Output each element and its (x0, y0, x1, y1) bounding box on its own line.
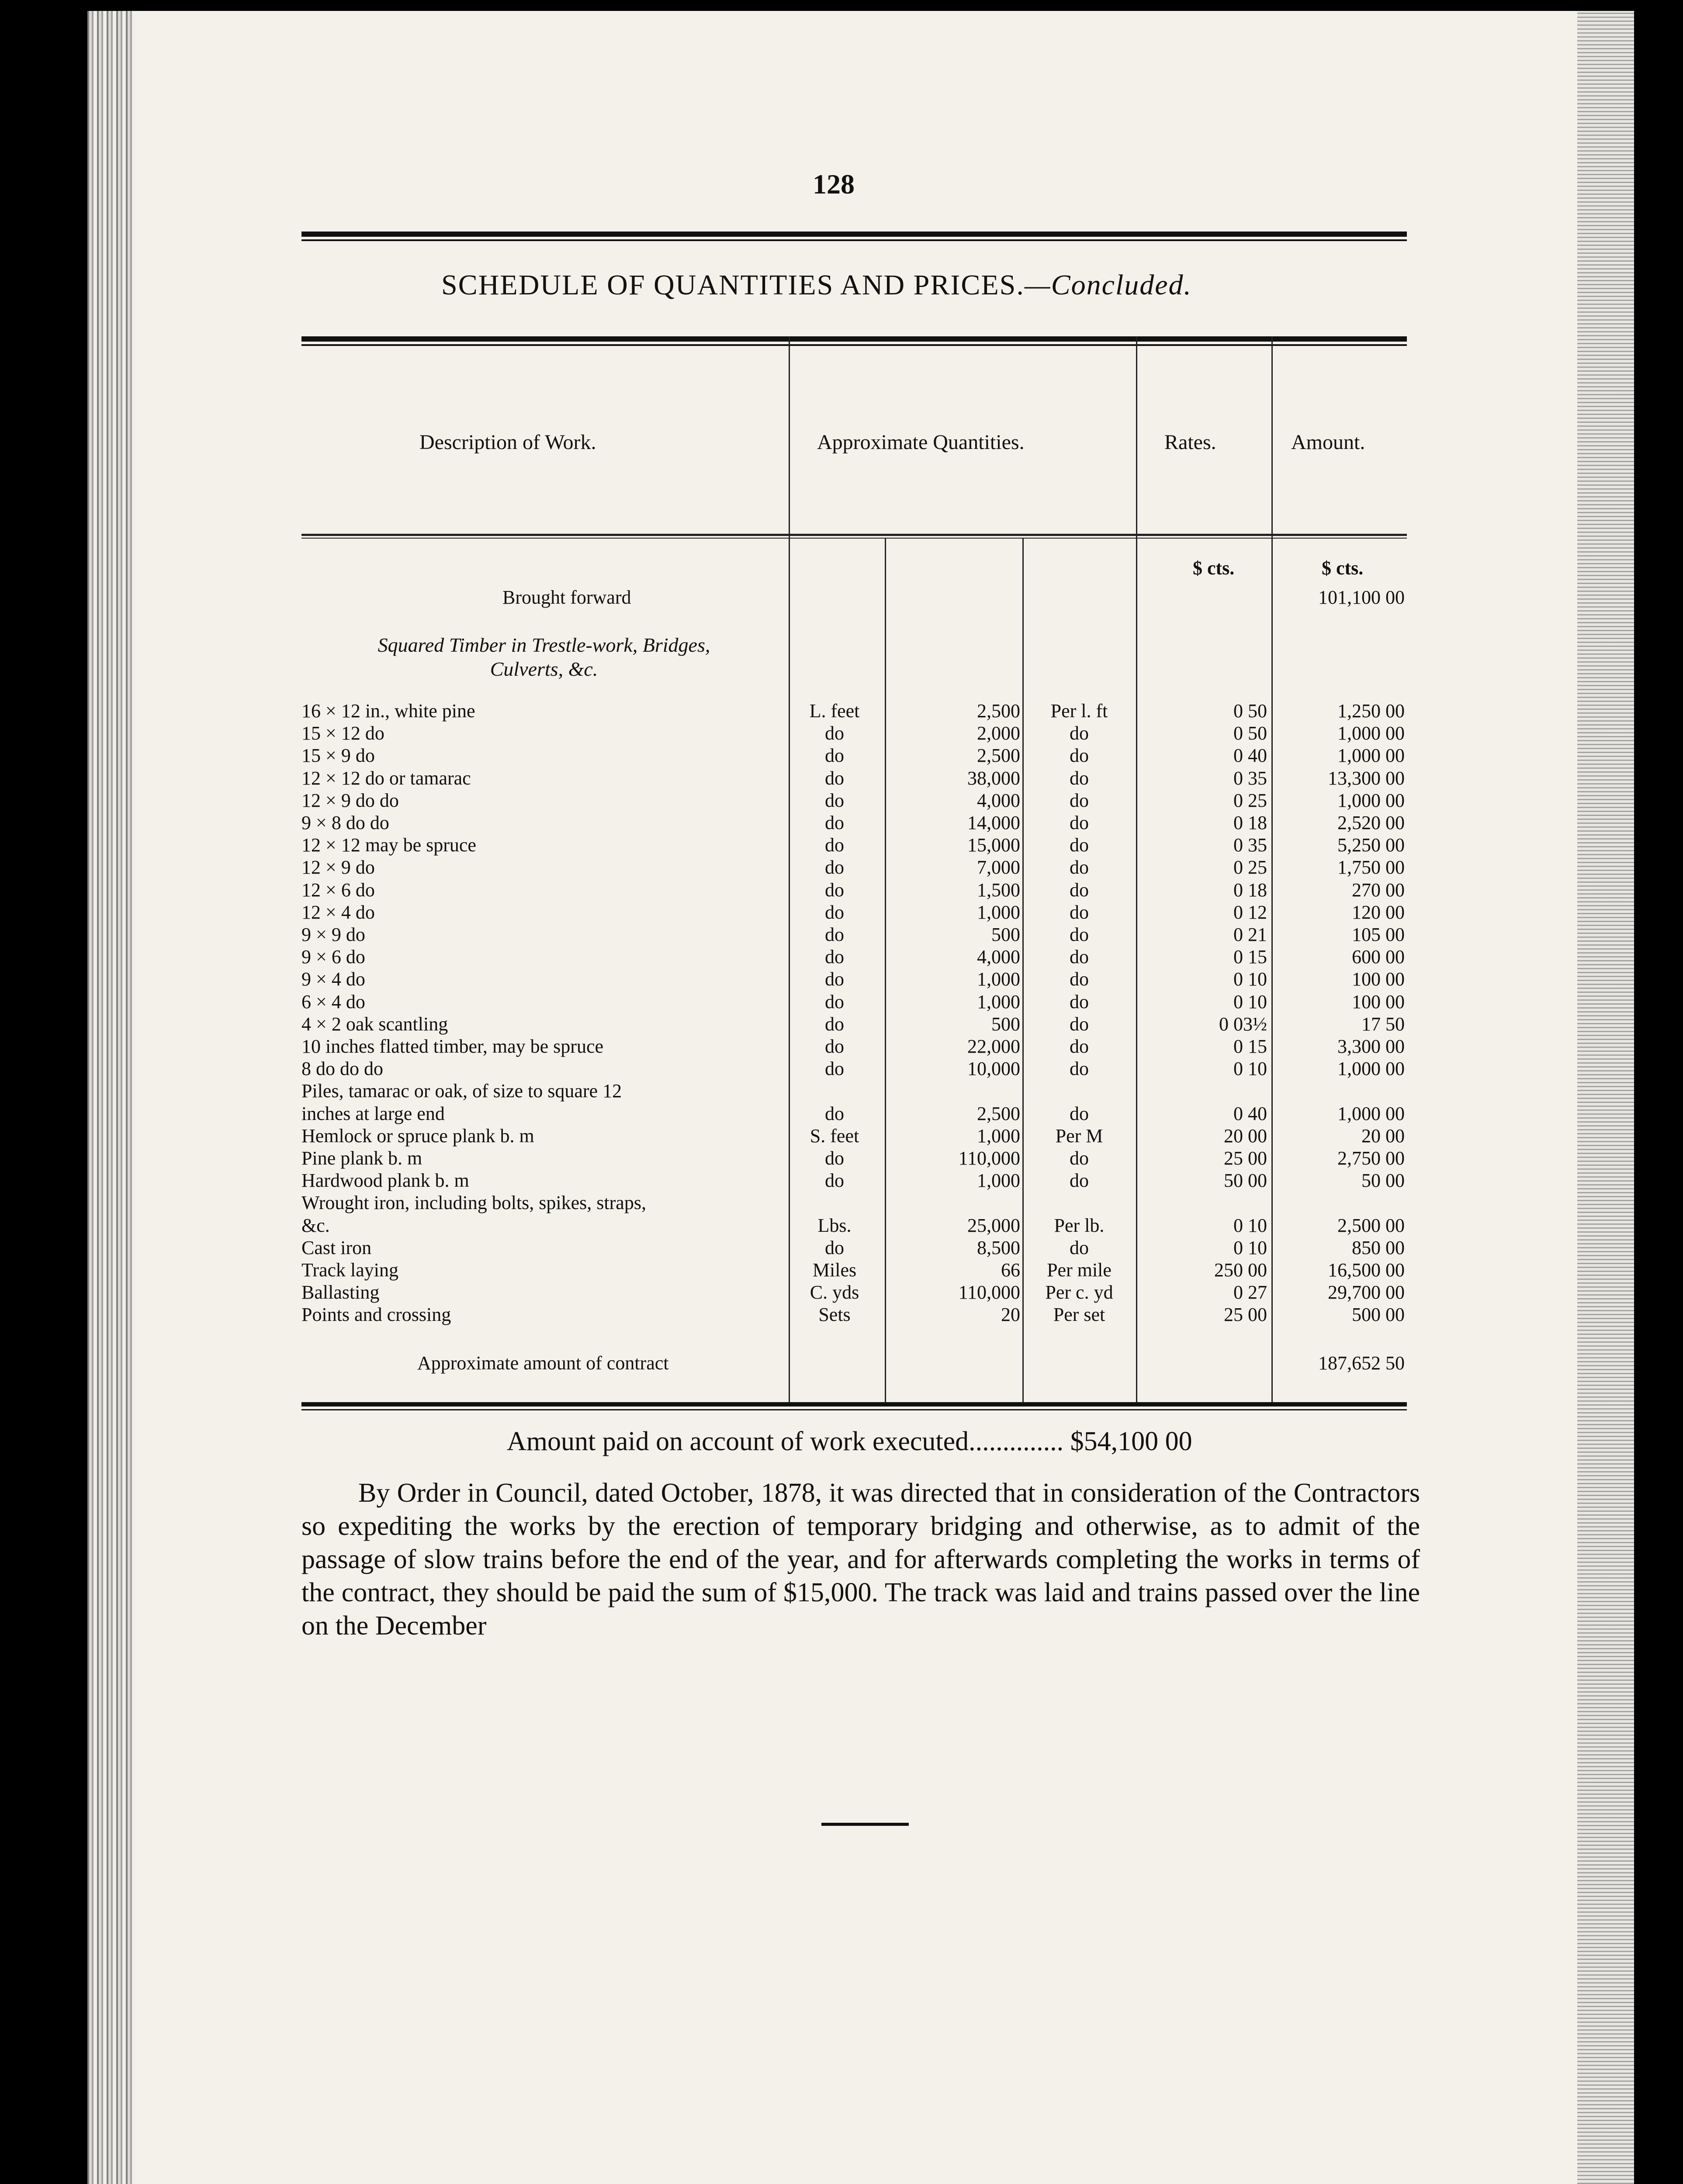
section-heading-line-2: Culverts, &c. (490, 658, 598, 680)
row-rate: 0 35 (1233, 767, 1267, 789)
row-amount: 13,300 00 (1328, 767, 1405, 789)
table-top-rule (301, 336, 1407, 346)
brought-forward-amount: 101,100 00 (1318, 587, 1405, 608)
row-quantity: 1,000 (977, 1125, 1020, 1147)
end-rule (821, 1823, 909, 1826)
row-rate-unit: do (1070, 1102, 1089, 1124)
row-quantity: 110,000 (958, 1282, 1020, 1303)
row-unit: Miles (812, 1259, 857, 1281)
total-row (301, 1352, 1407, 1374)
row-unit: do (825, 857, 844, 878)
row-rate-unit: do (1070, 767, 1089, 789)
amount-paid-line: Amount paid on account of work executed.............. $54,100 00 (507, 1427, 1192, 1456)
row-description: 8 do do do (301, 1058, 383, 1080)
row-unit: do (825, 745, 844, 767)
row-amount: 5,250 00 (1337, 834, 1405, 856)
row-rate: 25 00 (1224, 1147, 1267, 1169)
row-quantity: 4,000 (977, 946, 1020, 968)
row-unit: Lbs. (817, 1214, 852, 1236)
row-description: 12 × 9 do (301, 857, 375, 878)
row-quantity: 15,000 (967, 834, 1020, 856)
row-description: 15 × 12 do (301, 722, 384, 744)
row-unit: do (825, 968, 844, 990)
row-rate: 0 40 (1233, 745, 1267, 767)
total-amount: 187,652 50 (1318, 1352, 1405, 1374)
row-amount: 600 00 (1352, 946, 1405, 968)
row-amount: 1,750 00 (1337, 857, 1405, 878)
total-label: Approximate amount of contract (417, 1352, 669, 1374)
row-description: Points and crossing (301, 1304, 451, 1326)
row-unit: do (825, 924, 844, 945)
table-row (301, 789, 1407, 812)
row-rate: 0 10 (1233, 991, 1267, 1013)
row-quantity: 1,000 (977, 991, 1020, 1013)
row-rate: 0 25 (1233, 857, 1267, 878)
row-description: Track laying (301, 1259, 399, 1281)
row-description: 9 × 6 do (301, 946, 365, 968)
row-unit: do (825, 789, 844, 811)
row-unit: do (825, 991, 844, 1013)
row-rate: 50 00 (1224, 1170, 1267, 1192)
table-row (301, 1102, 1407, 1125)
row-unit: do (825, 1013, 844, 1035)
row-description: 4 × 2 oak scantling (301, 1013, 448, 1035)
row-quantity: 1,500 (977, 879, 1020, 901)
row-amount: 100 00 (1352, 991, 1405, 1013)
row-quantity: 2,000 (977, 722, 1020, 744)
row-amount: 1,000 00 (1337, 789, 1405, 811)
row-quantity: 2,500 (977, 745, 1020, 767)
row-quantity: 8,500 (977, 1237, 1020, 1258)
row-unit: do (825, 946, 844, 968)
row-rate-unit: do (1070, 812, 1089, 833)
row-description: Ballasting (301, 1282, 380, 1303)
row-quantity: 20 (1001, 1304, 1020, 1326)
row-rate: 0 10 (1233, 1058, 1267, 1080)
row-rate-unit: do (1070, 789, 1089, 811)
header-rates: Rates. (1164, 431, 1216, 454)
row-quantity: 25,000 (967, 1214, 1020, 1236)
row-description: Pine plank b. m (301, 1147, 422, 1169)
row-description: Hardwood plank b. m (301, 1170, 469, 1192)
row-rate-unit: do (1070, 722, 1089, 744)
row-rate: 0 12 (1233, 901, 1267, 923)
table-row (301, 1147, 1407, 1169)
header-amount: Amount. (1291, 431, 1365, 454)
row-amount: 29,700 00 (1328, 1282, 1405, 1303)
row-description: Piles, tamarac or oak, of size to square 12 (301, 1080, 622, 1102)
page-title (441, 269, 1192, 302)
page-number: 128 (813, 169, 855, 200)
row-quantity: 14,000 (967, 812, 1020, 833)
row-amount: 1,000 00 (1337, 1058, 1405, 1080)
row-description: 12 × 9 do do (301, 789, 399, 811)
row-rate-unit: Per set (1053, 1304, 1105, 1326)
row-quantity: 22,000 (967, 1036, 1020, 1057)
table-row (301, 1214, 1407, 1237)
amount-currency-label: $ cts. (1322, 557, 1364, 579)
table-row (301, 1035, 1407, 1057)
row-description: 12 × 12 do or tamarac (301, 767, 471, 789)
table-row (301, 1192, 1407, 1214)
row-rate-unit: do (1070, 1237, 1089, 1258)
row-unit: do (825, 722, 844, 744)
row-unit: do (825, 901, 844, 923)
table-row (301, 1080, 1407, 1102)
row-description: 12 × 6 do (301, 879, 375, 901)
row-quantity: 4,000 (977, 789, 1020, 811)
table-row (301, 879, 1407, 901)
table-row (301, 834, 1407, 856)
row-quantity: 10,000 (967, 1058, 1020, 1080)
row-rate-unit: do (1070, 901, 1089, 923)
row-amount: 2,750 00 (1337, 1147, 1405, 1169)
table-row (301, 968, 1407, 990)
row-rate-unit: Per c. yd (1045, 1282, 1113, 1303)
row-rate: 0 10 (1233, 1237, 1267, 1258)
document-page (87, 11, 1634, 2184)
row-unit: S. feet (810, 1125, 859, 1147)
row-amount: 50 00 (1361, 1170, 1405, 1192)
row-amount: 17 50 (1361, 1013, 1405, 1035)
row-quantity: 500 (991, 924, 1020, 945)
row-unit: L. feet (809, 700, 860, 722)
section-heading-line-1: Squared Timber in Trestle-work, Bridges, (377, 634, 710, 656)
table-row (301, 744, 1407, 767)
page-edge-left (87, 11, 135, 2184)
table-row (301, 856, 1407, 878)
table-row (301, 1057, 1407, 1080)
row-unit: do (825, 1036, 844, 1057)
row-amount: 20 00 (1361, 1125, 1405, 1147)
row-amount: 850 00 (1352, 1237, 1405, 1258)
row-amount: 3,300 00 (1337, 1036, 1405, 1057)
schedule-table (301, 336, 1407, 1420)
row-rate: 20 00 (1224, 1125, 1267, 1147)
row-amount: 105 00 (1352, 924, 1405, 945)
table-row (301, 901, 1407, 923)
table-row (301, 1259, 1407, 1281)
order-in-council-paragraph (301, 1476, 1420, 1642)
row-description: 12 × 12 may be spruce (301, 834, 476, 856)
row-description: 12 × 4 do (301, 901, 375, 923)
row-rate: 25 00 (1224, 1304, 1267, 1326)
row-description: &c. (301, 1214, 330, 1236)
row-rate: 0 15 (1233, 946, 1267, 968)
row-amount: 2,520 00 (1337, 812, 1405, 833)
row-rate-unit: do (1070, 745, 1089, 767)
row-amount: 1,000 00 (1337, 745, 1405, 767)
row-rate-unit: do (1070, 834, 1089, 856)
row-unit: do (825, 812, 844, 833)
table-row (301, 700, 1407, 722)
row-rate: 250 00 (1214, 1259, 1267, 1281)
paragraph-text: By Order in Council, dated October, 1878, it was directed that in consideration of the Contractors so expediting the works by the erection of temporary bridging and otherwise, as to admit of the passage of slow trains before the end of the year, and for afterwards completing the works in terms of the contract, they should be paid the sum of $15,000. The track was laid and trains passed over the line on the December (301, 1478, 1420, 1641)
row-amount: 1,000 00 (1337, 1102, 1405, 1124)
row-amount: 120 00 (1352, 901, 1405, 923)
row-rate: 0 27 (1233, 1282, 1267, 1303)
row-quantity: 1,000 (977, 901, 1020, 923)
row-unit: C. yds (810, 1282, 859, 1303)
row-rate: 0 50 (1233, 700, 1267, 722)
table-row (301, 1013, 1407, 1035)
table-row (301, 722, 1407, 744)
row-quantity: 1,000 (977, 1170, 1020, 1192)
row-unit: do (825, 1170, 844, 1192)
row-unit: do (825, 1102, 844, 1124)
row-amount: 500 00 (1352, 1304, 1405, 1326)
brought-forward-row (301, 586, 1407, 608)
row-rate-unit: Per mile (1047, 1259, 1112, 1281)
table-row (301, 946, 1407, 968)
row-amount: 2,500 00 (1337, 1214, 1405, 1236)
title-top-rule (301, 232, 1407, 241)
row-quantity: 66 (1001, 1259, 1020, 1281)
row-rate: 0 10 (1233, 1214, 1267, 1236)
row-amount: 100 00 (1352, 968, 1405, 990)
row-rate-unit: do (1070, 879, 1089, 901)
row-unit: do (825, 879, 844, 901)
row-unit: do (825, 834, 844, 856)
row-rate-unit: do (1070, 1170, 1089, 1192)
header-rule (301, 534, 1407, 539)
row-amount: 16,500 00 (1328, 1259, 1405, 1281)
page-edge-right (1577, 11, 1634, 2184)
row-amount: 1,250 00 (1337, 700, 1405, 722)
row-quantity: 2,500 (977, 1102, 1020, 1124)
row-unit: do (825, 1147, 844, 1169)
table-row (301, 812, 1407, 834)
row-rate-unit: do (1070, 1036, 1089, 1057)
row-rate: 0 21 (1233, 924, 1267, 945)
row-quantity: 2,500 (977, 700, 1020, 722)
row-quantity: 110,000 (958, 1147, 1020, 1169)
row-description: Cast iron (301, 1237, 372, 1258)
row-rate-unit: do (1070, 857, 1089, 878)
row-description: 9 × 4 do (301, 968, 365, 990)
row-rate: 0 35 (1233, 834, 1267, 856)
table-row (301, 767, 1407, 789)
row-rate: 0 40 (1233, 1102, 1267, 1124)
row-amount: 270 00 (1352, 879, 1405, 901)
row-rate-unit: do (1070, 968, 1089, 990)
row-quantity: 7,000 (977, 857, 1020, 878)
table-row (301, 1169, 1407, 1192)
row-description: 9 × 8 do do (301, 812, 389, 833)
row-description: 10 inches flatted timber, may be spruce (301, 1036, 604, 1057)
table-row (301, 1125, 1407, 1147)
row-rate-unit: do (1070, 1147, 1089, 1169)
row-description: Wrought iron, including bolts, spikes, straps, (301, 1192, 646, 1214)
table-row (301, 1281, 1407, 1303)
row-quantity: 1,000 (977, 968, 1020, 990)
row-rate: 0 18 (1233, 879, 1267, 901)
row-rate: 0 03½ (1219, 1013, 1267, 1035)
row-quantity: 38,000 (967, 767, 1020, 789)
header-quantities: Approximate Quantities. (817, 431, 1025, 454)
row-description: 16 × 12 in., white pine (301, 700, 475, 722)
row-unit: do (825, 1058, 844, 1080)
row-rate-unit: do (1070, 1013, 1089, 1035)
row-rate-unit: Per l. ft (1050, 700, 1108, 722)
table-bottom-rule (301, 1402, 1407, 1410)
row-description: Hemlock or spruce plank b. m (301, 1125, 534, 1147)
row-description: 9 × 9 do (301, 924, 365, 945)
rates-currency-label: $ cts. (1193, 557, 1235, 579)
header-description: Description of Work. (419, 431, 596, 454)
row-unit: Sets (818, 1304, 851, 1326)
title-main: SCHEDULE OF QUANTITIES AND PRICES. (441, 269, 1025, 301)
row-rate: 0 18 (1233, 812, 1267, 833)
row-rate-unit: Per M (1055, 1125, 1103, 1147)
row-description: 6 × 4 do (301, 991, 365, 1013)
row-amount: 1,000 00 (1337, 722, 1405, 744)
row-rate: 0 15 (1233, 1036, 1267, 1057)
row-rate-unit: do (1070, 1058, 1089, 1080)
row-description: inches at large end (301, 1102, 445, 1124)
row-rate-unit: do (1070, 991, 1089, 1013)
row-description: 15 × 9 do (301, 745, 375, 767)
table-row (301, 1303, 1407, 1326)
row-rate-unit: do (1070, 924, 1089, 945)
row-unit: do (825, 767, 844, 789)
table-row (301, 991, 1407, 1013)
table-row (301, 1237, 1407, 1259)
title-suffix: —Concluded. (1024, 269, 1192, 301)
row-rate-unit: do (1070, 946, 1089, 968)
brought-forward-label: Brought forward (502, 587, 631, 608)
row-rate: 0 50 (1233, 722, 1267, 744)
row-rate: 0 10 (1233, 968, 1267, 990)
row-unit: do (825, 1237, 844, 1258)
row-rate: 0 25 (1233, 789, 1267, 811)
row-rate-unit: Per lb. (1054, 1214, 1105, 1236)
table-row (301, 923, 1407, 946)
row-quantity: 500 (991, 1013, 1020, 1035)
